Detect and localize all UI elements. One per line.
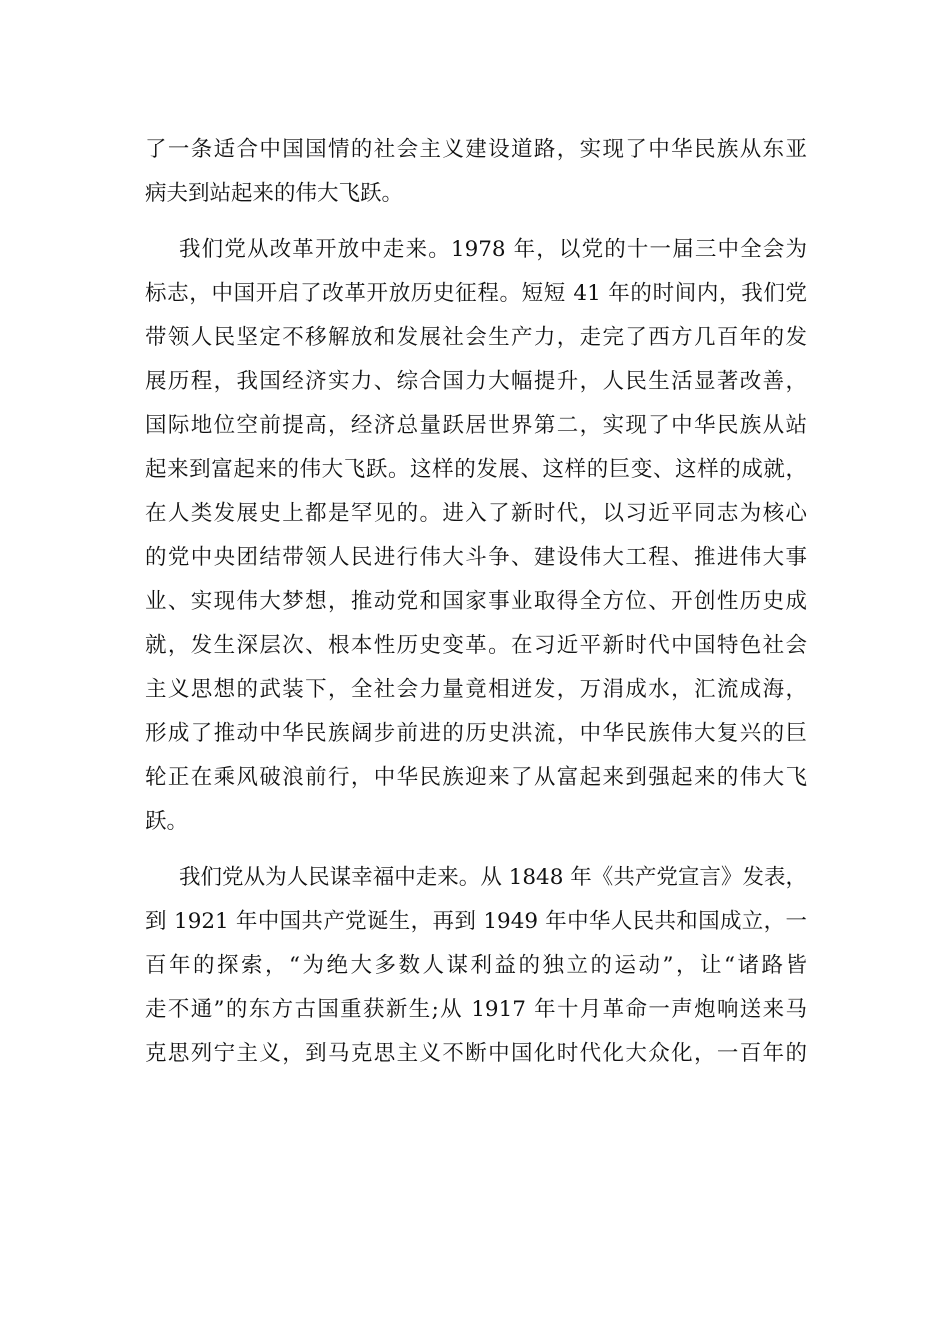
text-line: 国际地位空前提高，经济总量跃居世界第二，实现了中华民族从站 [145, 413, 807, 438]
text-line: 起来到富起来的伟大飞跃。这样的发展、这样的巨变、这样的成就， [145, 457, 807, 482]
text-line: 百年的探索，“为绝大多数人谋利益的独立的运动”，让“诸路皆 [145, 953, 807, 978]
text-line: 跃。 [145, 809, 189, 834]
text-line: 在人类发展史上都是罕见的。进入了新时代，以习近平同志为核心 [145, 501, 807, 526]
text-line: 克思列宁主义，到马克思主义不断中国化时代化大众化，一百年的 [145, 1041, 807, 1066]
text-line: 我们党从改革开放中走来。1978 年，以党的十一届三中全会为 [179, 237, 807, 262]
paragraph-2 [145, 228, 807, 844]
text-line: 轮正在乘风破浪前行，中华民族迎来了从富起来到强起来的伟大飞 [145, 765, 807, 790]
text-line: 形成了推动中华民族阔步前进的历史洪流，中华民族伟大复兴的巨 [145, 721, 807, 746]
text-line: 病夫到站起来的伟大飞跃。 [145, 181, 404, 206]
paragraph-3 [145, 856, 807, 1076]
text-line: 就，发生深层次、根本性历史变革。在习近平新时代中国特色社会 [145, 633, 807, 658]
text-line: 的党中央团结带领人民进行伟大斗争、建设伟大工程、推进伟大事 [145, 545, 807, 570]
document-body [145, 128, 807, 1088]
paragraph-1 [145, 128, 807, 216]
text-line: 走不通”的东方古国重获新生;从 1917 年十月革命一声炮响送来马 [145, 997, 807, 1022]
text-line: 标志，中国开启了改革开放历史征程。短短 41 年的时间内，我们党 [145, 281, 807, 306]
text-line: 带领人民坚定不移解放和发展社会生产力，走完了西方几百年的发 [145, 325, 807, 350]
text-line: 我们党从为人民谋幸福中走来。从 1848 年《共产党宣言》发表， [179, 865, 807, 890]
text-line: 展历程，我国经济实力、综合国力大幅提升，人民生活显著改善， [145, 369, 807, 394]
text-line: 到 1921 年中国共产党诞生，再到 1949 年中华人民共和国成立，一 [145, 909, 807, 934]
text-line: 了一条适合中国国情的社会主义建设道路，实现了中华民族从东亚 [145, 137, 807, 162]
text-line: 业、实现伟大梦想，推动党和国家事业取得全方位、开创性历史成 [145, 589, 807, 614]
text-line: 主义思想的武装下，全社会力量竟相迸发，万涓成水，汇流成海， [145, 677, 807, 702]
